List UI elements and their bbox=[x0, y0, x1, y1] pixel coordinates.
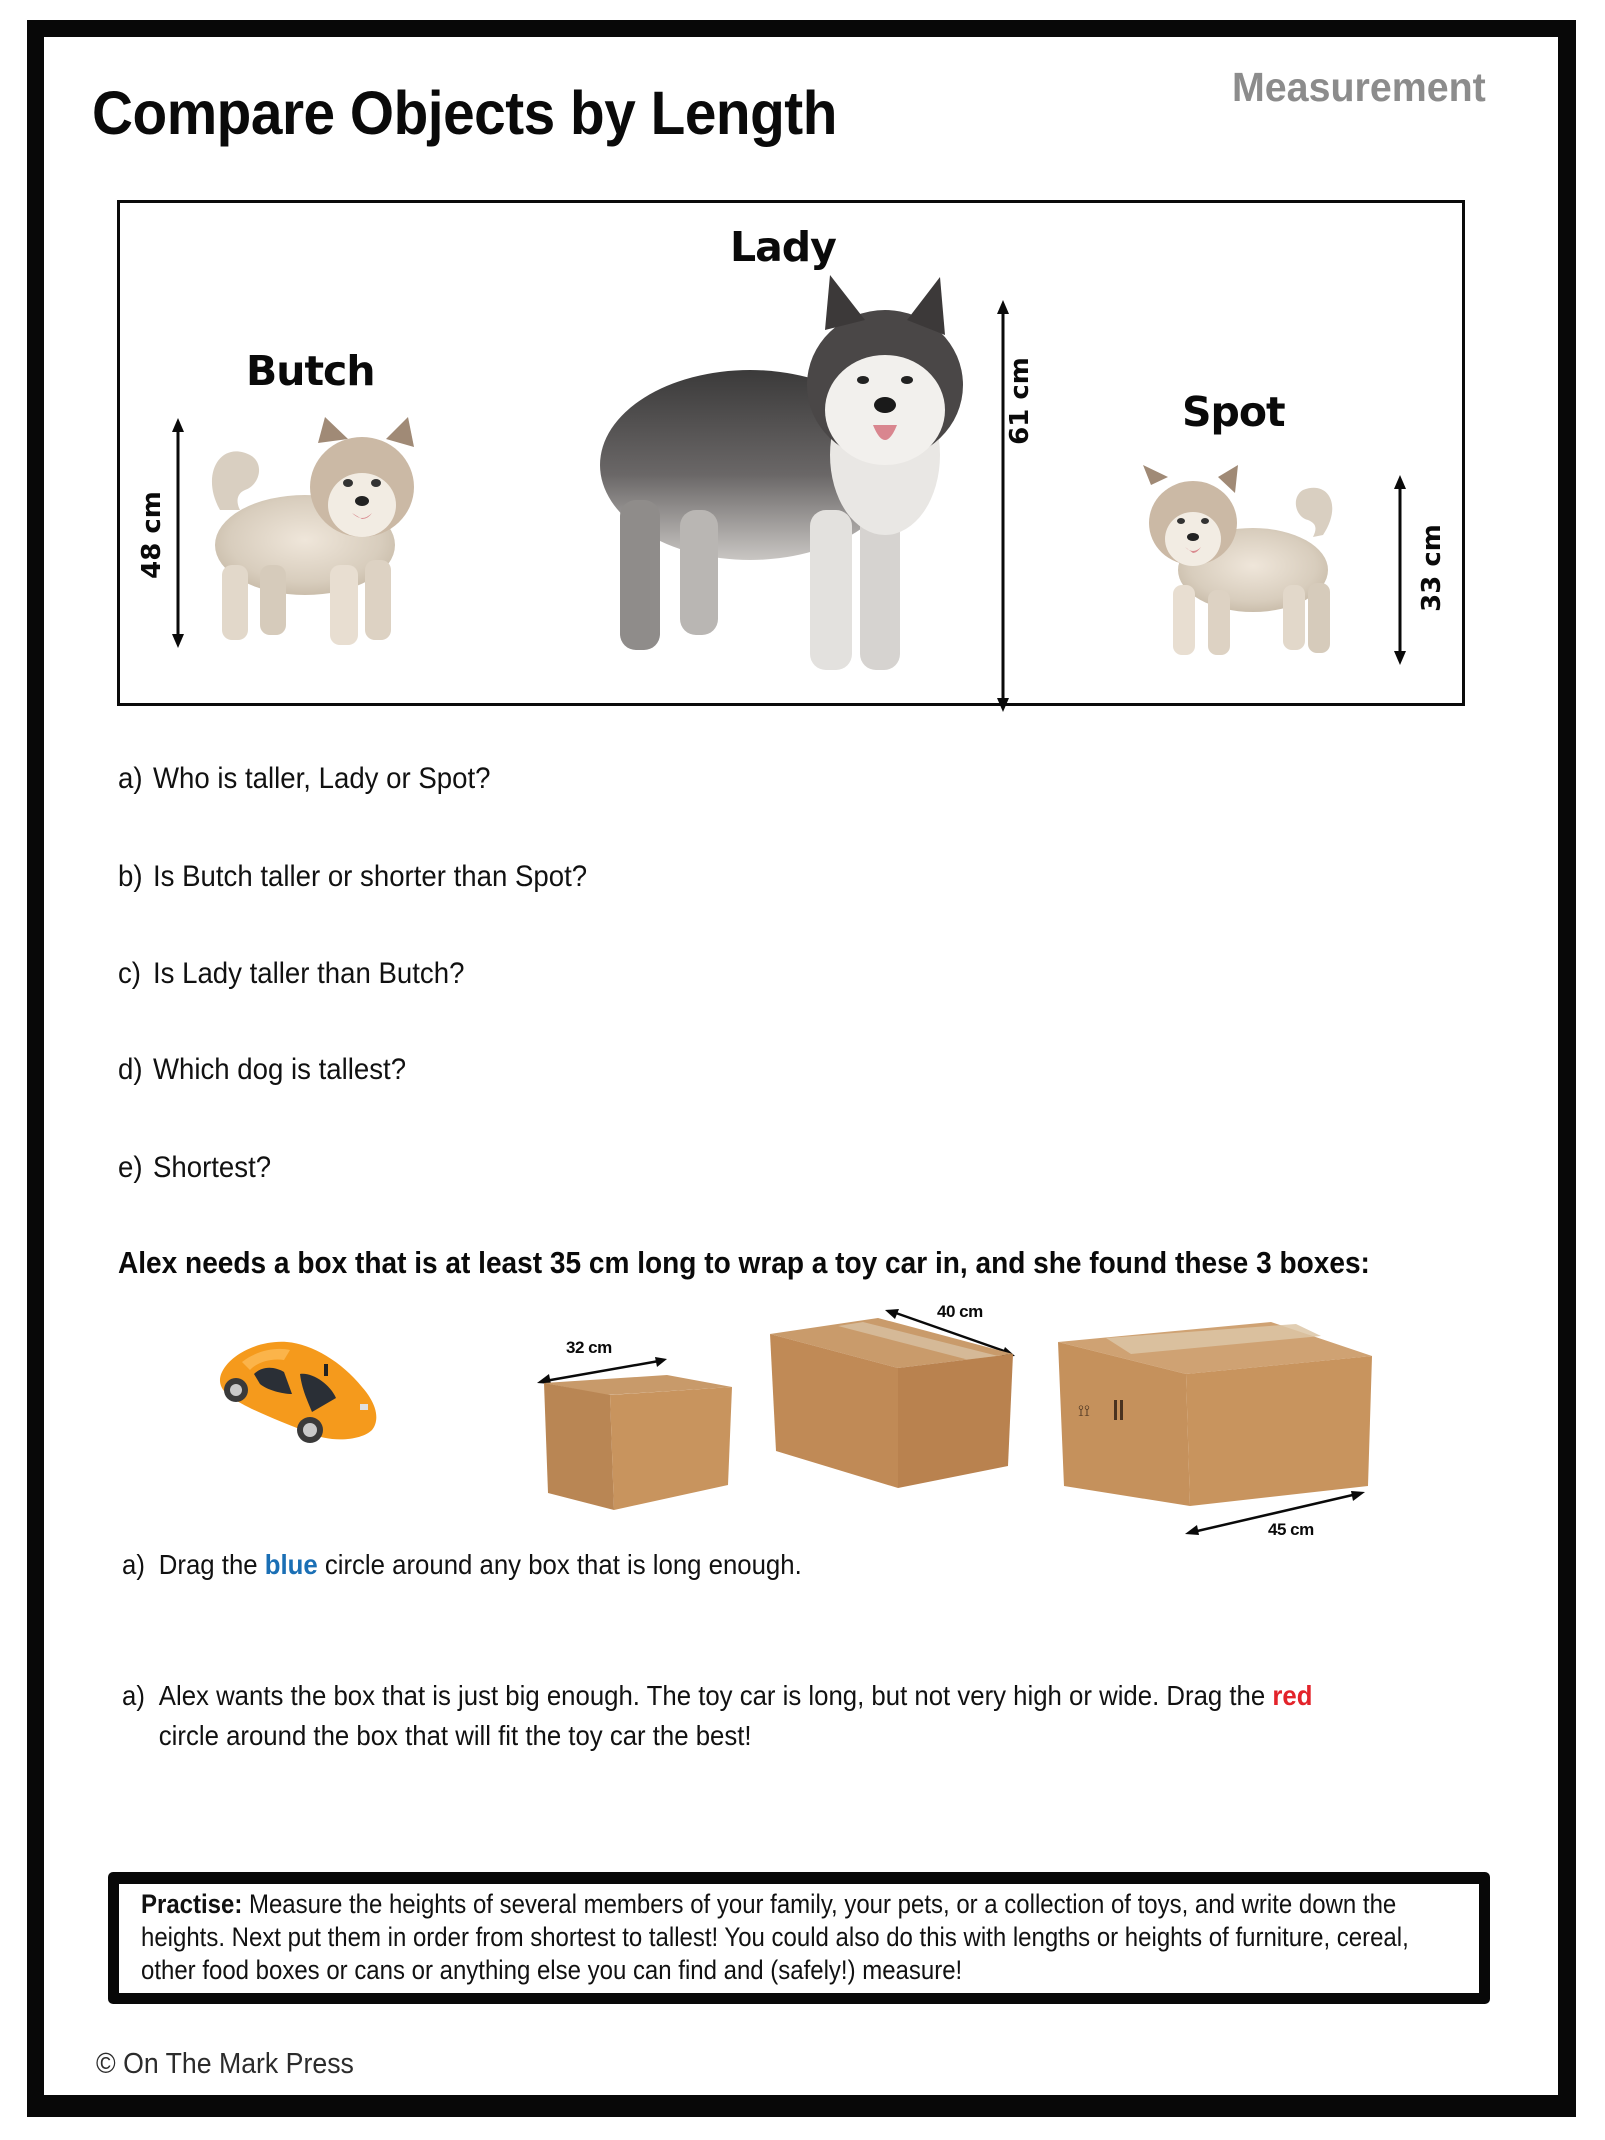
toy-car-image bbox=[212, 1332, 382, 1450]
question-text: Who is taller, Lady or Spot? bbox=[152, 762, 491, 795]
spot-puppy-image bbox=[1133, 465, 1363, 665]
question-b bbox=[118, 860, 587, 894]
cardboard-box-medium[interactable] bbox=[768, 1316, 1018, 1488]
height-label-spot: 33 cm bbox=[1417, 524, 1447, 612]
box-length-label-2: 40 cm bbox=[937, 1302, 983, 1321]
task-blue-circle bbox=[122, 1545, 802, 1585]
height-label-lady: 61 cm bbox=[1005, 357, 1035, 445]
double-arrow-icon bbox=[168, 418, 188, 648]
question-d bbox=[118, 1053, 406, 1087]
question-letter: b) bbox=[118, 860, 143, 893]
task-letter: a) bbox=[122, 1549, 145, 1580]
subject-label: Measurement bbox=[1232, 64, 1486, 110]
box-length-label-3: 45 cm bbox=[1268, 1520, 1314, 1539]
task-red-circle bbox=[122, 1676, 1312, 1756]
practise-body: Measure the heights of several members of your family, your pets, or a collection of toys, and write down the heights. Next put them in order from shortest to tallest! You could also do this with lengths or heights of furniture, cereal, other food boxes or cans or anything else you can find and (safely!) measure! bbox=[141, 1889, 1409, 1985]
question-letter: a) bbox=[118, 762, 143, 795]
svg-text:⟟⟟: ⟟⟟ bbox=[1078, 1401, 1090, 1420]
practise-label: Practise: bbox=[141, 1889, 243, 1919]
height-label-butch: 48 cm bbox=[137, 491, 167, 579]
question-e bbox=[118, 1151, 271, 1185]
practise-text bbox=[141, 1888, 1426, 1987]
cardboard-box-large[interactable] bbox=[1056, 1316, 1376, 1506]
question-c bbox=[118, 957, 464, 991]
task-letter: a) bbox=[122, 1680, 145, 1711]
question-text: Which dog is tallest? bbox=[152, 1053, 407, 1086]
box-length-label-1: 32 cm bbox=[566, 1338, 612, 1357]
question-text: Is Butch taller or shorter than Spot? bbox=[152, 860, 588, 893]
page-title: Compare Objects by Length bbox=[92, 79, 837, 147]
dog-name-spot: Spot bbox=[1182, 388, 1285, 436]
task-text-line1: Alex wants the box that is just big enough. The toy car is long, but not very high or wide. Drag the bbox=[158, 1680, 1273, 1711]
double-arrow-icon bbox=[1390, 475, 1410, 665]
cardboard-box-small[interactable] bbox=[542, 1365, 737, 1510]
question-text: Shortest? bbox=[152, 1151, 272, 1184]
task-text-line2: circle around the box that will fit the toy car the best! bbox=[158, 1720, 752, 1751]
butch-puppy-image bbox=[190, 415, 440, 665]
blue-highlight-word: blue bbox=[264, 1549, 318, 1580]
question-a bbox=[118, 762, 490, 796]
box-problem-intro: Alex needs a box that is at least 35 cm long to wrap a toy car in, and she found these 3 boxes: bbox=[118, 1245, 1370, 1280]
question-letter: c) bbox=[118, 957, 141, 990]
question-letter: e) bbox=[118, 1151, 143, 1184]
dog-name-butch: Butch bbox=[246, 347, 375, 395]
dog-name-lady: Lady bbox=[730, 223, 836, 271]
red-highlight-word: red bbox=[1272, 1680, 1313, 1711]
copyright-footer: © On The Mark Press bbox=[96, 2048, 354, 2080]
question-letter: d) bbox=[118, 1053, 143, 1086]
lady-malamute-image bbox=[585, 280, 995, 680]
practise-box bbox=[108, 1872, 1490, 2004]
task-text-after: circle around any box that is long enough. bbox=[317, 1549, 802, 1580]
task-text-before: Drag the bbox=[158, 1549, 265, 1580]
question-text: Is Lady taller than Butch? bbox=[152, 957, 465, 990]
